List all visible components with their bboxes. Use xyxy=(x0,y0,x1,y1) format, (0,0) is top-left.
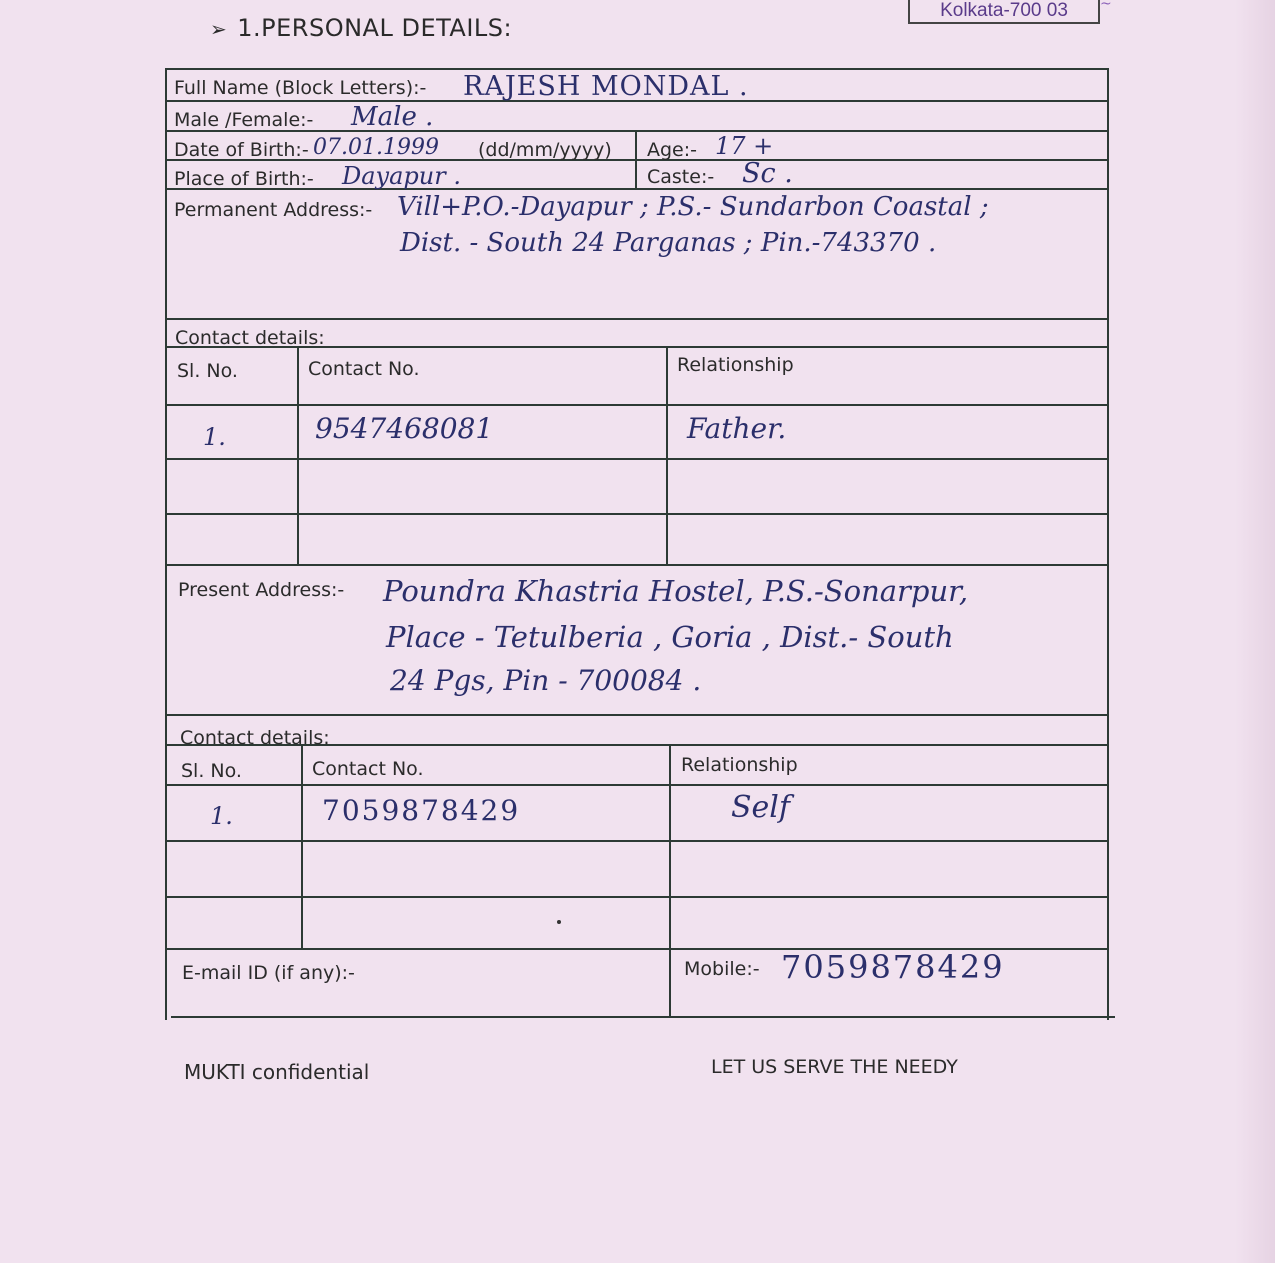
contact-details-title-2: Contact details: xyxy=(180,727,330,749)
row-line xyxy=(165,564,1109,566)
age-value: 17 + xyxy=(715,132,774,160)
caste-value: Sc . xyxy=(742,158,793,189)
present-address-line3: 24 Pgs, Pin - 700084 . xyxy=(390,664,702,697)
form-border-top xyxy=(165,68,1109,70)
col-header-contact: Contact No. xyxy=(308,358,420,380)
contact2-relationship: Self xyxy=(731,790,791,825)
form-border-left xyxy=(165,68,167,1020)
contact1-number: 9547468081 xyxy=(315,412,494,445)
pob-value: Dayapur . xyxy=(342,162,461,190)
page-edge xyxy=(1235,0,1275,1263)
dob-label: Date of Birth:- xyxy=(174,139,309,161)
col-header-contact-2: Contact No. xyxy=(312,758,424,780)
row-line xyxy=(165,318,1109,320)
email-label: E-mail ID (if any):- xyxy=(182,962,355,984)
mobile-label: Mobile:- xyxy=(684,958,760,980)
contact-details-title: Contact details: xyxy=(175,327,325,349)
perm-address-line1: Vill+P.O.-Dayapur ; P.S.- Sundarbon Coastal ; xyxy=(397,192,989,222)
row-line xyxy=(165,784,1109,786)
col-header-relationship-2: Relationship xyxy=(681,754,798,776)
contact2-sl: 1. xyxy=(210,802,233,830)
office-stamp xyxy=(908,0,1100,24)
present-address-label: Present Address:- xyxy=(178,579,345,601)
caste-label: Caste:- xyxy=(647,166,715,188)
row-line xyxy=(165,404,1109,406)
col-line xyxy=(635,130,637,188)
age-label: Age:- xyxy=(647,139,698,161)
section-title: 1.PERSONAL DETAILS: xyxy=(237,14,513,42)
col-line xyxy=(297,346,299,564)
contact1-sl: 1. xyxy=(203,423,226,451)
stamp-scribble: ~ xyxy=(1100,0,1112,12)
col-line xyxy=(666,346,668,564)
col-line xyxy=(301,744,303,948)
row-line xyxy=(165,458,1109,460)
dob-value: 07.01.1999 xyxy=(313,135,439,160)
row-line xyxy=(165,896,1109,898)
perm-address-line2: Dist. - South 24 Parganas ; Pin.-743370 . xyxy=(400,228,937,258)
sex-label: Male /Female:- xyxy=(174,109,314,131)
footer-right: LET US SERVE THE NEEDY xyxy=(711,1056,958,1078)
contact2-number: 7059878429 xyxy=(322,794,521,827)
section-heading xyxy=(210,14,512,42)
full-name-value: RAJESH MONDAL . xyxy=(463,71,749,102)
col-header-sl: Sl. No. xyxy=(177,360,238,382)
arrow-bullet-icon: ➢ xyxy=(210,17,228,41)
contact1-relationship: Father. xyxy=(687,412,787,445)
stamp-text: Kolkata-700 03 xyxy=(940,0,1068,21)
present-address-line1: Poundra Khastria Hostel, P.S.-Sonarpur, xyxy=(383,574,969,608)
col-header-sl-2: Sl. No. xyxy=(181,760,242,782)
personal-details-form xyxy=(165,68,1109,1020)
mobile-value: 7059878429 xyxy=(781,948,1005,986)
footer-left: MUKTI confidential xyxy=(184,1060,370,1084)
row-line xyxy=(165,714,1109,716)
form-border-right xyxy=(1107,68,1109,1020)
row-line xyxy=(165,840,1109,842)
full-name-label: Full Name (Block Letters):- xyxy=(174,77,427,99)
present-address-line2: Place - Tetulberia , Goria , Dist.- South xyxy=(386,620,954,654)
col-line xyxy=(669,744,671,1016)
row-line xyxy=(165,513,1109,515)
sex-value: Male . xyxy=(351,102,434,132)
perm-address-label: Permanent Address:- xyxy=(174,199,373,221)
dob-format: (dd/mm/yyyy) xyxy=(478,139,612,161)
pob-label: Place of Birth:- xyxy=(174,168,314,190)
ink-dot xyxy=(557,920,561,924)
col-header-relationship: Relationship xyxy=(677,354,794,376)
form-border-bottom xyxy=(171,1016,1115,1018)
